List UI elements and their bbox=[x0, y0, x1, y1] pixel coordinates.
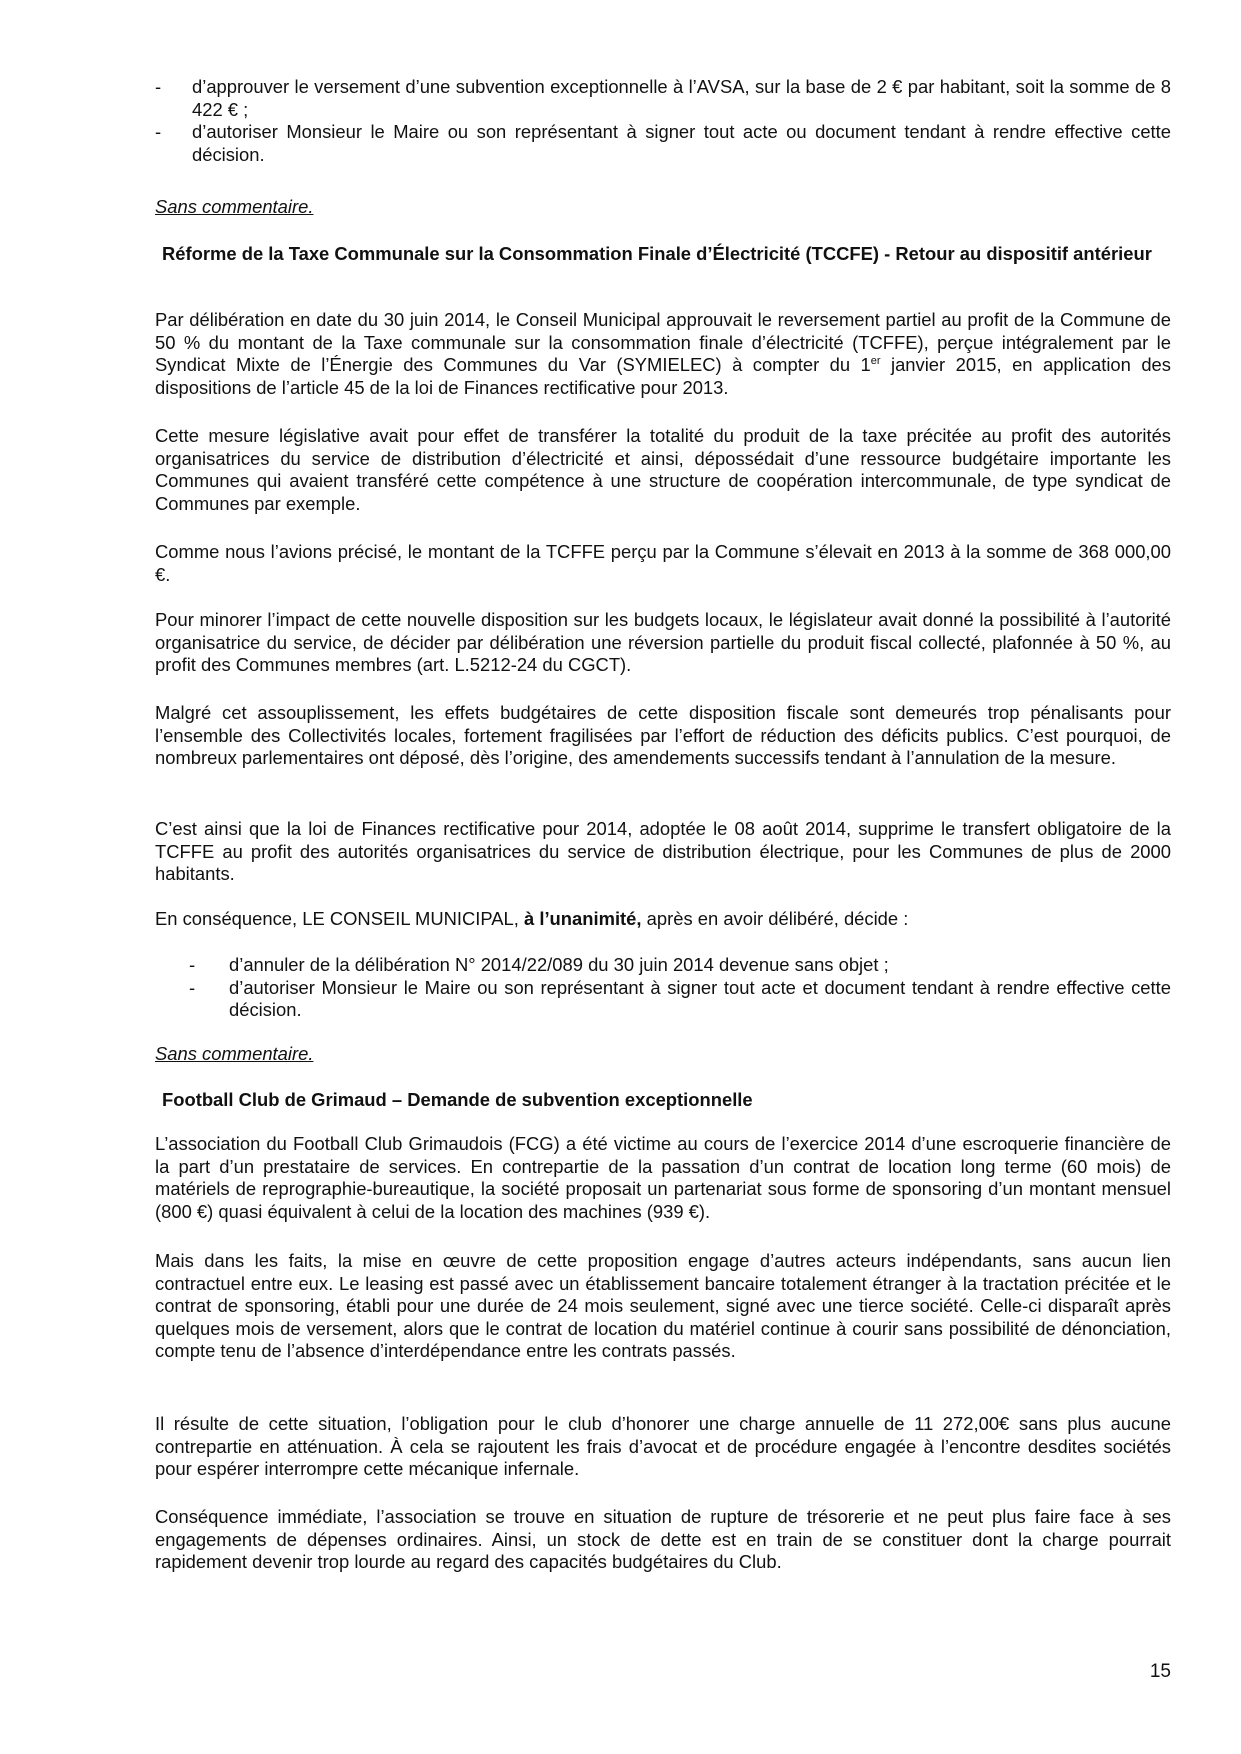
bullet-dash: - bbox=[155, 76, 162, 97]
section-heading-fcg: Football Club de Grimaud – Demande de subvention exceptionnelle bbox=[162, 1089, 753, 1110]
paragraph: Mais dans les faits, la mise en œuvre de cette proposition engage d’autres acteurs indépendants, sans aucun lien contractuel entre eux. Le leasing est passé avec un établissement bancaire totalement étranger à la tractation précitée et le contrat de sponsoring, établi pour une durée de 24 mois seulement, signé avec une tierce société. Celle-ci disparaît après quelques mois de versement, alors que le contrat de location du matériel continue à courir sans possibilité de dénonciation, compte tenu de l’absence d’interdépendance entre les contrats passés. bbox=[155, 1250, 1171, 1361]
top-bullet-list bbox=[155, 76, 1171, 166]
paragraph: Par délibération en date du 30 juin 2014, le Conseil Municipal approuvait le reversement partiel au profit de la Commune de 50 % du montant de la Taxe communale sur la consommation finale d’électricité (TCFFE), perçue intégralement par le Syndicat Mixte de l’Énergie des Communes du Var (SYMIELEC) à compter du 1er janvier 2015, en application des dispositions de l’article 45 de la loi de Finances rectificative pour 2013. bbox=[155, 309, 1171, 398]
page-number: 15 bbox=[1149, 1661, 1171, 1682]
list-item bbox=[155, 76, 1171, 121]
decision-bullet-list bbox=[189, 954, 1171, 1022]
paragraph: Malgré cet assouplissement, les effets budgétaires de cette disposition fiscale sont demeurés trop pénalisants pour l’ensemble des Collectivités locales, fortement fragilisées par l’effort de réduction des déficits publics. C’est pourquoi, de nombreux parlementaires ont déposé, dès l’origine, des amendements successifs tendant à l’annulation de la mesure. bbox=[155, 702, 1171, 768]
bullet-dash: - bbox=[189, 976, 196, 998]
list-item bbox=[189, 977, 1171, 1022]
bullet-text: d’autoriser Monsieur le Maire ou son représentant à signer tout acte et document tendant à rendre effective cette décision. bbox=[229, 976, 1171, 1020]
unanimity-label: à l’unanimité, bbox=[524, 908, 642, 929]
paragraph: Conséquence immédiate, l’association se trouve en situation de rupture de trésorerie et ne peut plus faire face à ses engagements de dépenses ordinaires. Ainsi, un stock de dette est en train de se constituer dont la charge pourrait rapidement devenir trop lourde au regard des capacités budgétaires du Club. bbox=[155, 1506, 1171, 1572]
paragraph: L’association du Football Club Grimaudois (FCG) a été victime au cours de l’exercice 2014 d’une escroquerie financière de la part d’un prestataire de services. En contrepartie de la passation d’un contrat de location long terme (60 mois) de matériels de reprographie-bureautique, la société proposait un partenariat sous forme de sponsoring d’un montant mensuel (800 €) quasi équivalent à celui de la location des machines (939 €). bbox=[155, 1133, 1171, 1222]
paragraph: C’est ainsi que la loi de Finances rectificative pour 2014, adoptée le 08 août 2014, supprime le transfert obligatoire de la TCFFE au profit des autorités organisatrices du service de distribution électrique, pour les Communes de plus de 2000 habitants. bbox=[155, 818, 1171, 884]
list-item bbox=[189, 954, 1171, 977]
paragraph: Cette mesure législative avait pour effet de transférer la totalité du produit de la taxe précitée au profit des autorités organisatrices du service de distribution d’électricité et ainsi, dépossédait d’une ressource budgétaire importante les Communes qui avaient transféré cette compétence à une structure de coopération intercommunale, de type syndicat de Communes par exemple. bbox=[155, 425, 1171, 514]
bullet-dash: - bbox=[189, 954, 196, 975]
decision-statement: En conséquence, LE CONSEIL MUNICIPAL, à l’unanimité, après en avoir délibéré, décide : bbox=[155, 908, 909, 929]
remark-no-comment: Sans commentaire. bbox=[155, 1043, 314, 1064]
paragraph: Pour minorer l’impact de cette nouvelle disposition sur les budgets locaux, le législateur avait donné la possibilité à l’autorité organisatrice du service, de décider par délibération une réversion partielle du produit fiscal collecté, plafonnée à 50 %, au profit des Communes membres (art. L.5212-24 du CGCT). bbox=[155, 609, 1171, 675]
bullet-dash: - bbox=[155, 121, 162, 142]
remark-no-comment: Sans commentaire. bbox=[155, 196, 314, 217]
bullet-text: d’approuver le versement d’une subvention exceptionnelle à l’AVSA, sur la base de 2 € par habitant, soit la somme de 8 422 € ; bbox=[192, 76, 1171, 120]
bullet-text: d’annuler de la délibération N° 2014/22/089 du 30 juin 2014 devenue sans objet ; bbox=[229, 954, 889, 975]
list-item bbox=[155, 121, 1171, 166]
paragraph: Comme nous l’avions précisé, le montant de la TCFFE perçu par la Commune s’élevait en 2013 à la somme de 368 000,00 €. bbox=[155, 541, 1171, 585]
paragraph: Il résulte de cette situation, l’obligation pour le club d’honorer une charge annuelle de 11 272,00€ sans plus aucune contrepartie en atténuation. À cela se rajoutent les frais d’avocat et de procédure engagée à l’encontre desdites sociétés pour espérer interrompre cette mécanique infernale. bbox=[155, 1413, 1171, 1479]
bullet-text: d’autoriser Monsieur le Maire ou son représentant à signer tout acte ou document tendant à rendre effective cette décision. bbox=[192, 121, 1171, 165]
section-heading-tccfe: Réforme de la Taxe Communale sur la Consommation Finale d’Électricité (TCCFE) - Retour au dispositif antérieur bbox=[162, 243, 1152, 264]
